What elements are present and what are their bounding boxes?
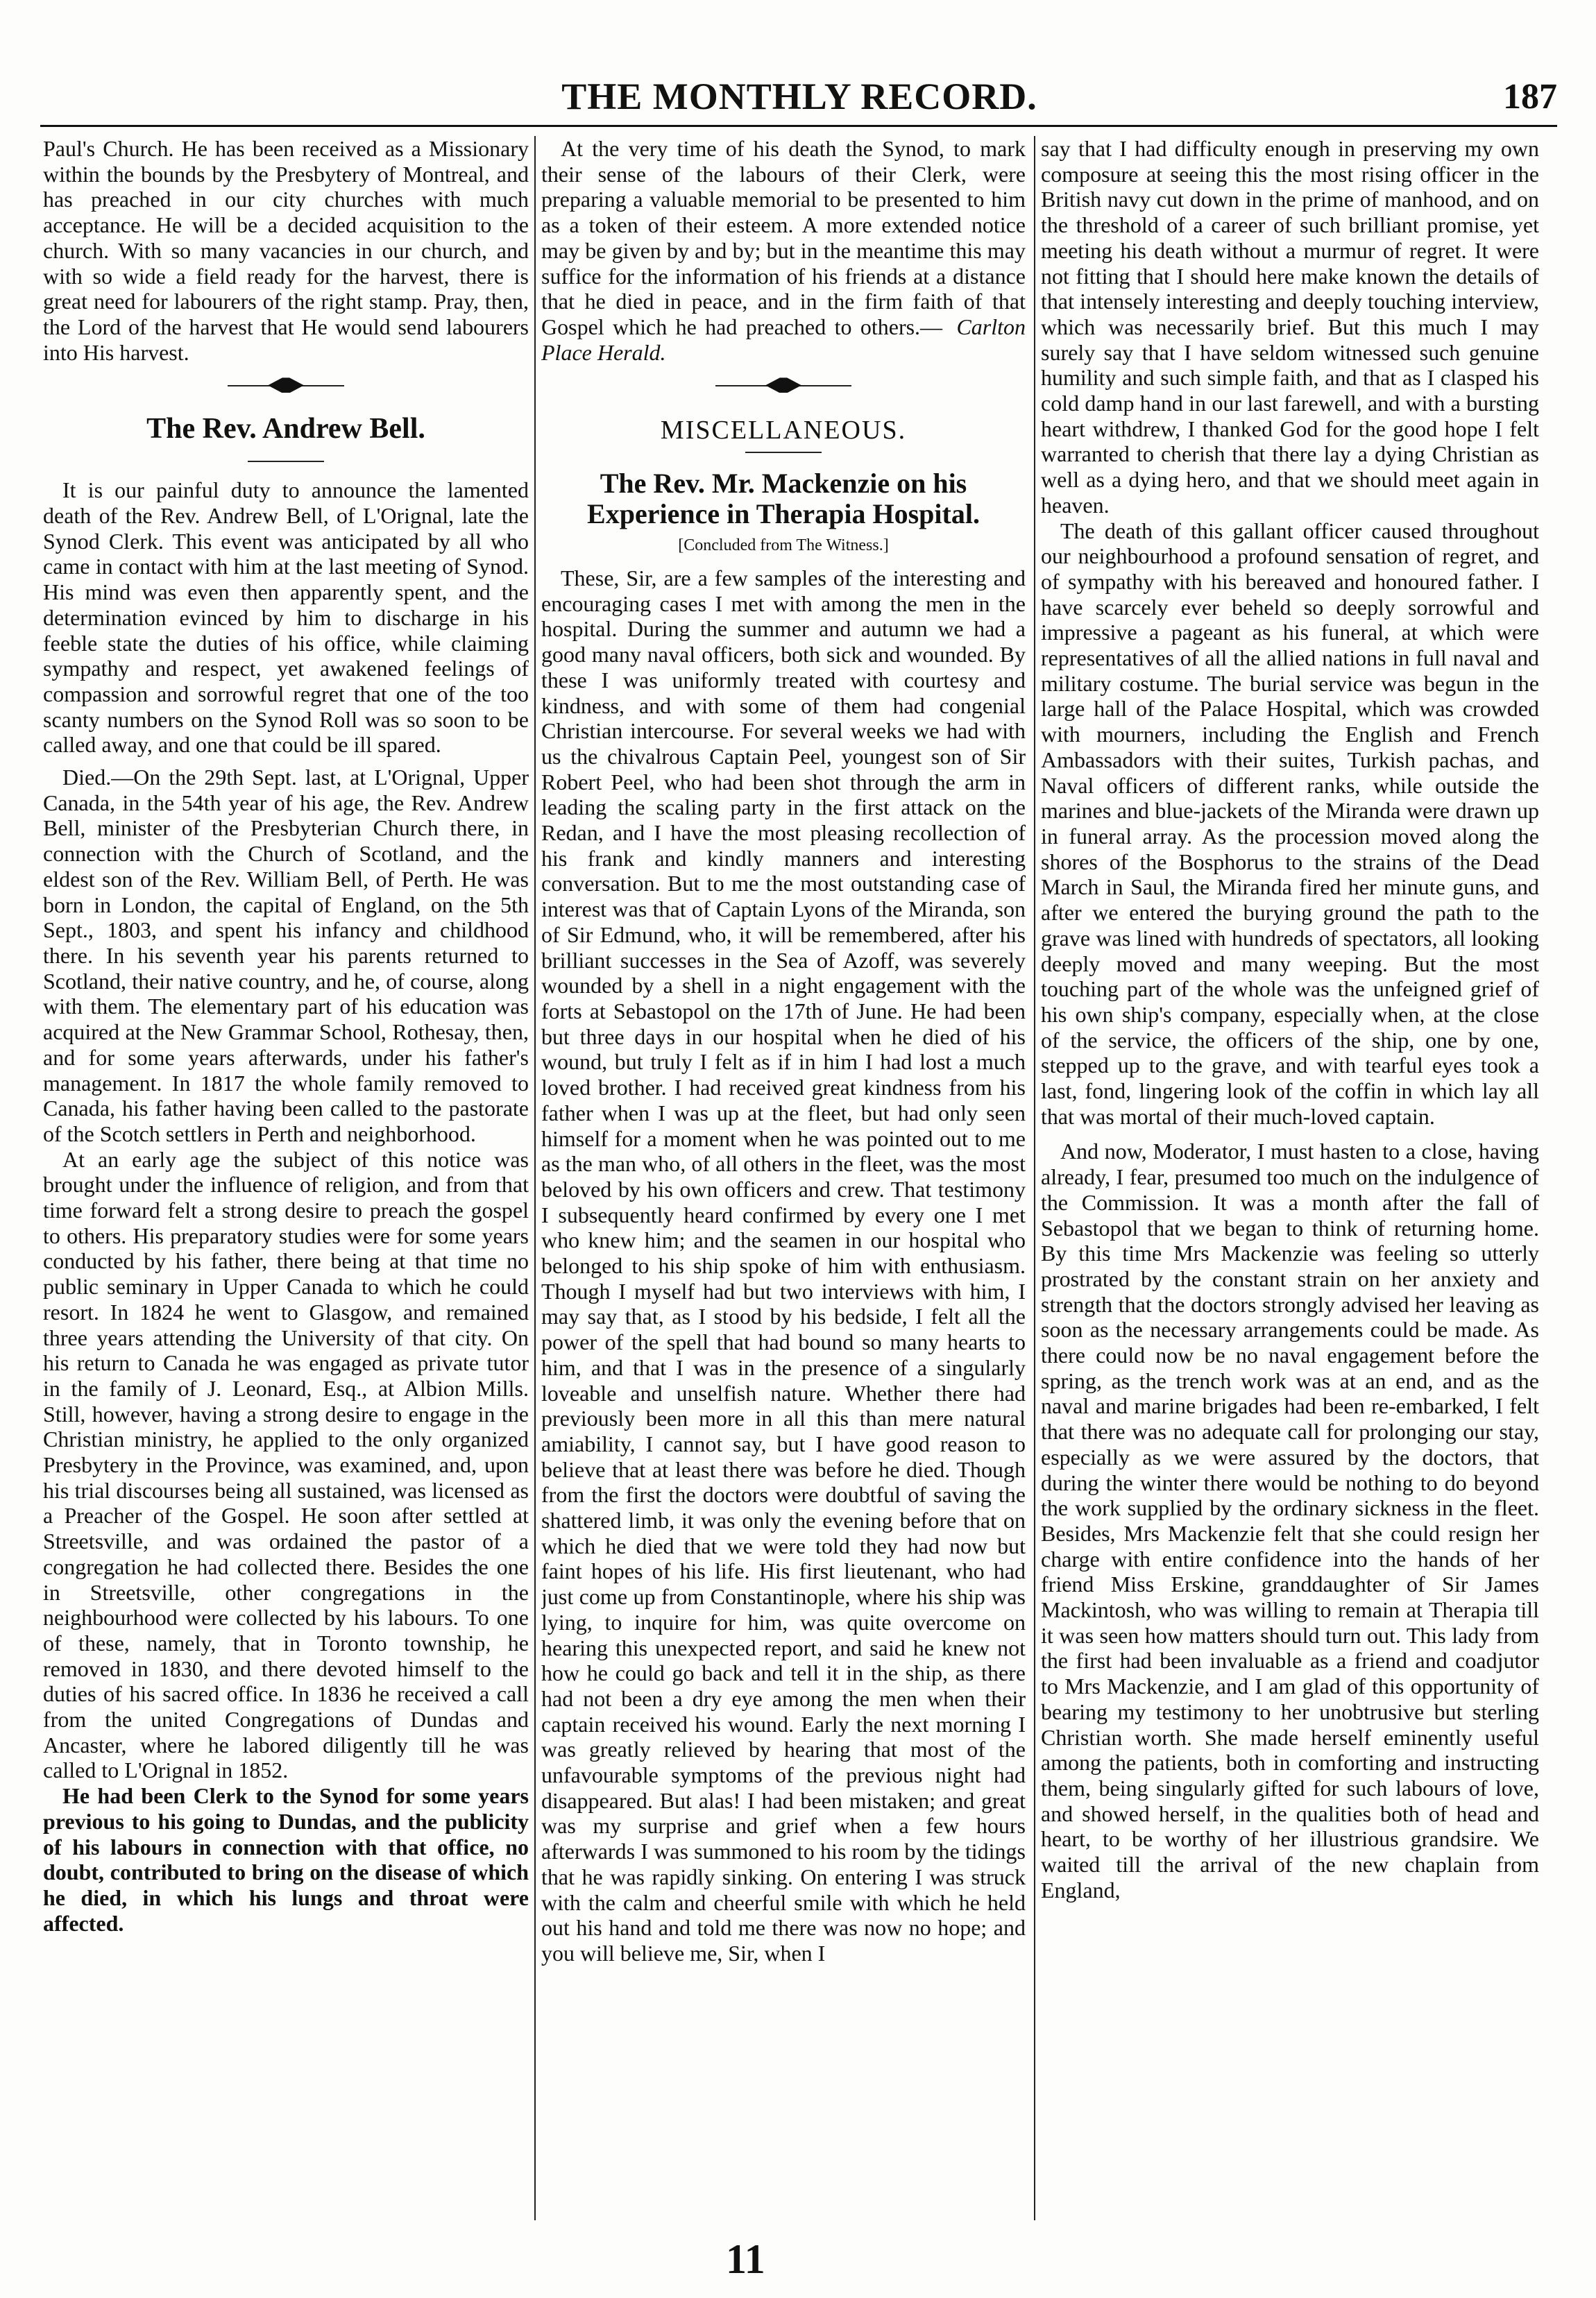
paragraph: It is our painful duty to announce the lamented death of the Rev. Andrew Bell, of L'Orignal, late the Synod Clerk. This event was anticipated by all who came in contact with him at the last meeting of Synod. His mind was even then apparently spent, and the determination evinced by him to discharge in his feeble state the duties of his office, while claiming sympathy and respect, yet awakened feelings of compassion and sorrowful regret that one of the too scanty numbers on the Synod Roll was so soon to be called away, and one that could be ill spared. [43,477,529,758]
paragraph: He had been Clerk to the Synod for some years previous to his going to Dundas, and the publicity of his labours in connection with that office, no doubt, contributed to bring on the disease of which he died, in which his lungs and throat were affected. [43,1783,529,1936]
page-header [42,75,1557,118]
section-ornament [541,372,1026,400]
paragraph [541,136,1026,365]
column-right [1041,136,1539,2223]
section-ornament [43,372,529,400]
paragraph: At an early age the subject of this notice was brought under the influence of religion, and from that time forward felt a strong desire to preach the gospel to others. His preparatory studies were for some years conducted by his father, there being at that time no public seminary in Upper Canada to which he could resort. In 1824 he went to Glasgow, and remained three years attending the University of that city. On his return to Canada he was engaged as private tutor in the family of J. Leonard, Esq., at Albion Mills. Still, however, having a strong desire to engage in the Christian ministry, he applied to the only organized Presbytery in the Province, was examined, and, upon his trial discourses being all sustained, was licensed as a Preacher of the Gospel. He soon after settled at Streetsville, and was ordained the pastor of a congregation he had collected there. Besides the one in Streetsville, other congregations in the neighbourhood were collected by his labours. To one of these, namely, that in Toronto township, he removed in 1830, and there devoted himself to the duties of his sacred office. In 1836 he received a call from the united Congregations of Dundas and Ancaster, where he labored diligently till he was called to L'Orignal in 1852. [43,1146,529,1783]
column-middle [541,136,1026,2223]
paragraph: say that I had difficulty enough in preserving my own composure at seeing this the most rising officer in the British navy cut down in the prime of manhood, and on the threshold of a career of such brilliant promise, yet meeting his death without a murmur of regret. It were not fitting that I should here make known the details of that intensely interesting and deeply touching interview, which was necessarily brief. But this much I may surely say that I have seldom witnessed such genuine humility and such simple faith, and that as I clasped his cold damp hand in our last farewell, and with a bursting heart withdrew, I thanked God for the good hope I felt warranted to cherish that there lay a dying Christian as well as a dying hero, and that we should meet again in heaven. [1041,136,1539,518]
paragraph: Died.—On the 29th Sept. last, at L'Orignal, Upper Canada, in the 54th year of his age, the Rev. Andrew Bell, minister of the Presbyterian Church there, in connection with the Church of Scotland, and the eldest son of the Rev. William Bell, of Perth. He was born in London, the capital of England, on the 5th Sept., 1803, and spent his infancy and childhood there. In his seventh year his parents returned to Scotland, their native country, and he, of course, along with them. The elementary part of his education was acquired at the New Grammar School, Rothesay, then, and for some years afterwards, under his father's management. In 1817 the whole family removed to Canada, his father having been called to the pastorate of the Scotch settlers in Perth and neighborhood. [43,765,529,1146]
section-title: MISCELLANEOUS. [660,416,907,445]
paragraph-text: At the very time of his death the Synod, to mark their sense of the labours of their Clerk, were preparing a valuable memorial to be presented to him as a token of their esteem. A more extended notice may be given by and by; but in the meantime this may suffice for the information of his friends at a distance that he died in peace, and in the firm faith of that Gospel which he had preached to others.— [541,136,1026,339]
column-divider [1034,136,1035,2220]
column-left [43,136,529,2223]
column-divider [534,136,536,2220]
paragraph: And now, Moderator, I must hasten to a close, having already, I fear, presumed too much on the indulgence of the Commission. It was a month after the fall of Sebastopol that we began to think of returning home. By this time Mrs Mackenzie was feeling so utterly prostrated by the constant strain on her anxiety and strength that the doctors strongly advised her leaving as soon as the necessary arrangements could be made. As there could now be no naval engagement before the spring, as the trench work was at an end, and as the naval and marine brigades had been re-embarked, I felt that there was no adequate call for prolonging our stay, especially as we were assured by the doctors, that during the winter there would be nothing to do beyond the work supplied by the ordinary sickness in the fleet. Besides, Mrs Mackenzie felt that she could resign her charge with entire confidence into the hands of her friend Miss Erskine, granddaughter of Sir James Mackintosh, who was willing to remain at Therapia till it was seen how matters should turn out. This lady from the first had been invaluable as a friend and coadjutor to Mrs Mackenzie, and I am glad of this opportunity of bearing my testimony to her unobtrusive but sterling Christian worth. She made herself eminently useful among the patients, both in comforting and instructing them, being singularly gifted for such labours of love, and showed herself, in the qualities both of head and heart, to be worthy of her illustrious grandsire. We waited till the arrival of the new chaplain from England, [1041,1139,1539,1903]
article-note: [Concluded from The Witness.] [678,536,889,555]
page-number: 187 [1503,77,1557,117]
article-heading: The Rev. Mr. Mackenzie on his Experience in Therapia Hospital. [587,468,980,530]
heading-rule [248,461,324,462]
paragraph: These, Sir, are a few samples of the interesting and encouraging cases I met with among the men in the hospital. During the summer and autumn we had a good many naval officers, both sick and wounded. By these I was uniformly treated with courtesy and kindness, and with some of them had congenial Christian intercourse. For several weeks we had with us the chivalrous Captain Peel, youngest son of Sir Robert Peel, who had been shot through the arm in leading the scaling party in the first attack on the Redan, and I have the most pleasing recollection of his frank and kindly manners and interesting conversation. But to me the most outstanding case of interest was that of Captain Lyons of the Miranda, son of Sir Edmund, who, it will be remembered, after his brilliant successes in the Sea of Azoff, was severely wounded by a shell in a night engagement with the forts at Sebastopol on the 17th of June. He had been but three days in our hospital when he died of his wound, but truly I felt as if in him I had lost a much loved brother. I had received great kindness from his father when I was up at the fleet, but had only seen himself for a moment when he was pointed out to me as the man who, of all others in the fleet, was the most beloved by his own officers and crew. That testimony I subsequently heard confirmed by every one I met who knew him; and the seamen in our hospital who belonged to his ship spoke of him with enthusiasm. Though I myself had but two interviews with him, I may say that, as I stood by his bedside, I felt all the power of the spell that had bound so many hearts to him, and that I was in the presence of a singularly loveable and unselfish nature. Whether there had previously been more in all this than mere natural amiability, I cannot say, but I have good reason to believe that at least there was before he died. Though from the first the doctors were doubtful of saving the shattered limb, it was only the evening before that on which he died that we were told they had now but faint hopes of his life. His first lieutenant, who had just come up from Constantinople, where his ship was lying, to inquire for him, was quite overcome on hearing this unexpected report, and said he knew not how he could go back and tell it in the ship, as there had not been a dry eye among the men when their captain received his wound. Early the next morning I was greatly relieved by hearing that most of the unfavourable symptoms of the previous night had disappeared. But alas! I had been mistaken; and great was my surprise and grief when a few hours afterwards I was summoned to his room by the tidings that he was rapidly sinking. On entering I was struck with the calm and cheerful smile with which he held out his hand and told me there was now no hope; and you will believe me, Sir, when I [541,565,1026,1966]
header-rule [40,125,1557,127]
page-title: THE MONTHLY RECORD. [561,76,1037,117]
source-signature: Carlton Place Herald. [541,314,1026,365]
paragraph: The death of this gallant officer caused throughout our neighbourhood a profound sensation of regret, and of sympathy with his bereaved and honoured father. I have scarcely ever beheld so deeply sorrowful and impressive a pageant as his funeral, at which were representatives of all the allied nations in full naval and military costume. The burial service was begun in the large hall of the Palace Hospital, which was crowded with mourners, including the English and French Ambassadors with their suites, Turkish pachas, and Naval officers of different ranks, while outside the marines and blue-jackets of the Miranda were drawn up in funeral array. As the procession moved along the shores of the Bosphorus to the strains of the Dead March in Saul, the Miranda fired her minute guns, and after we entered the burying ground the path to the grave was lined with hundreds of spectators, all looking deeply moved and many weeping. But the most touching part of the whole was the unfeigned grief of his own ship's company, especially when, at the close of the service, the officers of the ship, one by one, stepped up to the grave, and with tearful eyes took a last, fond, lingering look of the coffin in which lay all that was mortal of their much-loved captain. [1041,518,1539,1129]
article-heading: The Rev. Andrew Bell. [146,413,425,445]
signature-mark: 11 [726,2236,765,2282]
heading-rule [745,452,822,453]
paragraph: Paul's Church. He has been received as a Missionary within the bounds by the Presbytery of Montreal, and has preached in our city churches with much acceptance. He will be a decided acquisition to the church. With so many vacancies in our church, and with so wide a field ready for the harvest, there is great need for labourers of the right stamp. Pray, then, the Lord of the harvest that He would send labourers into His harvest. [43,136,529,365]
